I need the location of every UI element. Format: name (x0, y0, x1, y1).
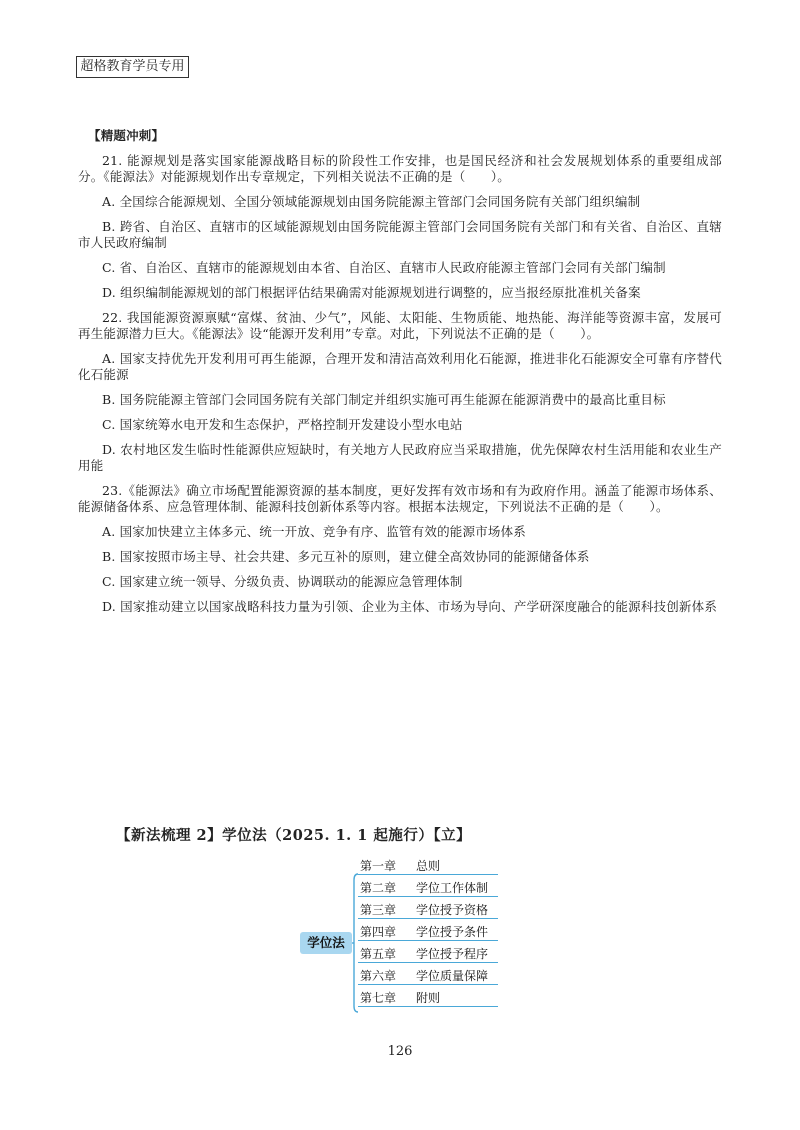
chapter-number: 第六章 (360, 969, 397, 983)
law-review-heading: 【新法梳理 2】学位法（2025. 1. 1 起施行）【立】 (116, 827, 472, 844)
chapter-node (358, 902, 498, 919)
q22-option-a: A. 国家支持优先开发利用可再生能源，合理开发和清洁高效利用化石能源，推进非化石能源安全可靠有序替代化石能源 (78, 351, 722, 382)
chapter-title: 总则 (416, 859, 441, 873)
chapter-number: 第四章 (360, 925, 397, 939)
chapter-number: 第七章 (360, 991, 397, 1005)
degree-law-structure-diagram (300, 856, 520, 1016)
root-node: 学位法 (300, 932, 352, 954)
q23-option-d: D. 国家推动建立以国家战略科技力量为引领、企业为主体、市场为导向、产学研深度融合的能源科技创新体系 (102, 599, 718, 614)
chapter-node (358, 858, 498, 875)
chapter-title: 学位工作体制 (416, 881, 489, 895)
question-content (78, 128, 722, 624)
chapter-number: 第三章 (360, 903, 397, 917)
chapter-node (358, 880, 498, 897)
chapter-title: 学位质量保障 (416, 969, 489, 983)
chapter-title: 学位授予条件 (416, 925, 489, 939)
page-number: 126 (387, 1044, 413, 1059)
chapter-node (358, 924, 498, 941)
chapter-title: 学位授予资格 (416, 903, 489, 917)
q22-option-d: D. 农村地区发生临时性能源供应短缺时，有关地方人民政府应当采取措施，优先保障农村生活用能和农业生产用能 (78, 442, 722, 473)
q23-option-a: A. 国家加快建立主体多元、统一开放、竞争有序、监管有效的能源市场体系 (102, 524, 526, 539)
chapter-number: 第一章 (360, 859, 397, 873)
q23-option-b: B. 国家按照市场主导、社会共建、多元互补的原则，建立健全高效协同的能源储备体系 (102, 549, 590, 564)
chapter-node (358, 946, 498, 963)
chapter-title: 附则 (416, 991, 441, 1005)
q22-option-b: B. 国务院能源主管部门会同国务院有关部门制定并组织实施可再生能源在能源消费中的最高比重目标 (102, 392, 666, 407)
q21-option-c: C. 省、自治区、直辖市的能源规划由本省、自治区、直辖市人民政府能源主管部门会同有关部门编制 (102, 260, 666, 275)
chapter-node (358, 968, 498, 985)
q23-stem: 23.《能源法》确立市场配置能源资源的基本制度，更好发挥有效市场和有为政府作用。涵盖了能源市场体系、能源储备体系、应急管理体制、能源科技创新体系等内容。根据本法规定，下列说法不正确的是（ ）。 (78, 483, 722, 514)
q23-option-c: C. 国家建立统一领导、分级负责、协调联动的能源应急管理体制 (102, 574, 463, 589)
member-only-tag: 超格教育学员专用 (76, 56, 189, 78)
q22-stem: 22. 我国能源资源禀赋“富煤、贫油、少气”，风能、太阳能、生物质能、地热能、海洋能等资源丰富，发展可再生能源潜力巨大。《能源法》设“能源开发利用”专章。对此，下列说法不正确的是（ ）。 (78, 310, 722, 341)
q21-option-a: A. 全国综合能源规划、全国分领域能源规划由国务院能源主管部门会同国务院有关部门组织编制 (102, 194, 641, 209)
q21-option-d: D. 组织编制能源规划的部门根据评估结果确需对能源规划进行调整的，应当报经原批准机关备案 (102, 285, 641, 300)
section-title: 【精题冲刺】 (88, 128, 165, 143)
chapter-number: 第二章 (360, 881, 397, 895)
q21-stem: 21. 能源规划是落实国家能源战略目标的阶段性工作安排，也是国民经济和社会发展规划体系的重要组成部分。《能源法》对能源规划作出专章规定，下列相关说法不正确的是（ ）。 (78, 153, 722, 184)
chapter-title: 学位授予程序 (416, 947, 489, 961)
chapter-number: 第五章 (360, 947, 397, 961)
q22-option-c: C. 国家统筹水电开发和生态保护，严格控制开发建设小型水电站 (102, 417, 463, 432)
q21-option-b: B. 跨省、自治区、直辖市的区域能源规划由国务院能源主管部门会同国务院有关部门和有关省、自治区、直辖市人民政府编制 (78, 219, 722, 250)
chapter-node (358, 990, 498, 1007)
